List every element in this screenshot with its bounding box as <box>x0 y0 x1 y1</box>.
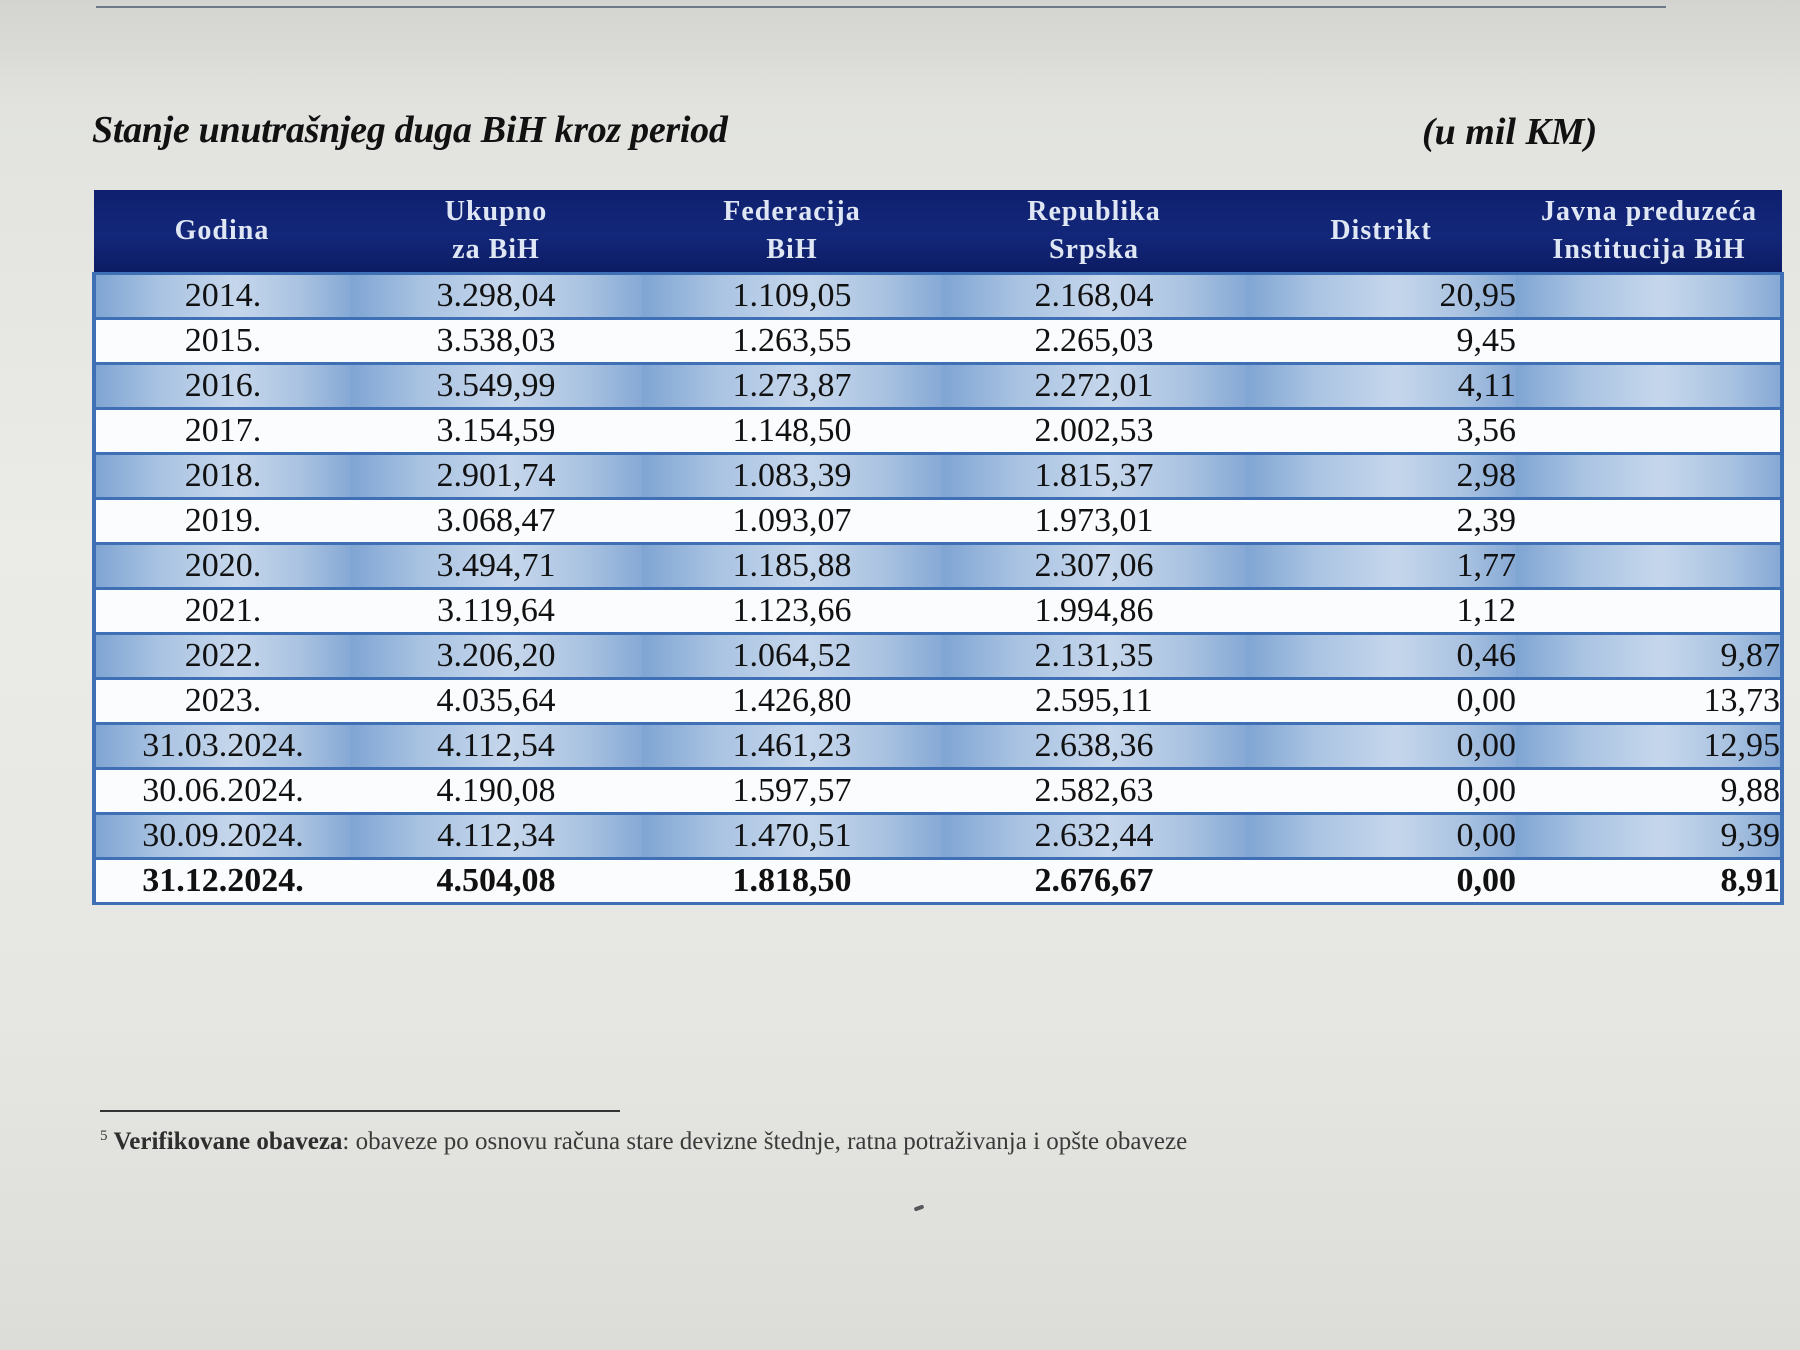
cell-federation: 1.123,66 <box>642 589 942 634</box>
cell-republika-srpska: 1.973,01 <box>942 499 1246 544</box>
cell-republika-srpska: 2.676,67 <box>942 859 1246 904</box>
cell-year: 2018. <box>94 454 350 499</box>
paper-speck <box>914 1204 925 1211</box>
table-row <box>94 319 1782 364</box>
table-row <box>94 634 1782 679</box>
cell-federation: 1.083,39 <box>642 454 942 499</box>
table-row <box>94 724 1782 769</box>
cell-federation: 1.818,50 <box>642 859 942 904</box>
cell-public-enterprises: 13,73 <box>1516 679 1782 724</box>
table-row <box>94 769 1782 814</box>
cell-federation: 1.426,80 <box>642 679 942 724</box>
cell-public-enterprises <box>1516 319 1782 364</box>
column-header-republika-srpska: Republika Srpska <box>942 190 1246 274</box>
footnote-text: : obaveze po osnovu računa stare devizne štednje, ratna potraživanja i opšte obaveze <box>342 1128 1188 1155</box>
cell-federation: 1.263,55 <box>642 319 942 364</box>
cell-public-enterprises <box>1516 589 1782 634</box>
cell-year: 2022. <box>94 634 350 679</box>
table-row-latest <box>94 859 1782 904</box>
cell-federation: 1.185,88 <box>642 544 942 589</box>
cell-year: 2019. <box>94 499 350 544</box>
cell-republika-srpska: 2.265,03 <box>942 319 1246 364</box>
cell-federation: 1.461,23 <box>642 724 942 769</box>
cell-republika-srpska: 2.002,53 <box>942 409 1246 454</box>
cell-republika-srpska: 2.272,01 <box>942 364 1246 409</box>
column-header-total: Ukupno za BiH <box>350 190 642 274</box>
cell-federation: 1.109,05 <box>642 274 942 319</box>
cell-public-enterprises <box>1516 544 1782 589</box>
cell-republika-srpska: 2.168,04 <box>942 274 1246 319</box>
cell-total: 2.901,74 <box>350 454 642 499</box>
table-header-row <box>94 190 1782 274</box>
cell-total: 3.494,71 <box>350 544 642 589</box>
cell-district: 1,77 <box>1246 544 1516 589</box>
cell-public-enterprises: 9,39 <box>1516 814 1782 859</box>
unit-label: (u mil KM) <box>1422 111 1598 153</box>
cell-total: 3.154,59 <box>350 409 642 454</box>
cell-republika-srpska: 2.595,11 <box>942 679 1246 724</box>
cell-total: 4.112,54 <box>350 724 642 769</box>
cell-federation: 1.064,52 <box>642 634 942 679</box>
cell-district: 20,95 <box>1246 274 1516 319</box>
table-row <box>94 544 1782 589</box>
table-row <box>94 409 1782 454</box>
cell-public-enterprises: 9,87 <box>1516 634 1782 679</box>
cell-year: 2023. <box>94 679 350 724</box>
cell-public-enterprises: 8,91 <box>1516 859 1782 904</box>
table-row <box>94 364 1782 409</box>
cell-district: 4,11 <box>1246 364 1516 409</box>
cell-year: 2017. <box>94 409 350 454</box>
cell-public-enterprises <box>1516 364 1782 409</box>
column-header-federation: Federacija BiH <box>642 190 942 274</box>
cell-district: 0,00 <box>1246 679 1516 724</box>
cell-republika-srpska: 2.638,36 <box>942 724 1246 769</box>
cell-district: 1,12 <box>1246 589 1516 634</box>
cell-total: 3.068,47 <box>350 499 642 544</box>
cell-total: 3.206,20 <box>350 634 642 679</box>
cell-federation: 1.093,07 <box>642 499 942 544</box>
cell-total: 3.538,03 <box>350 319 642 364</box>
cell-republika-srpska: 2.131,35 <box>942 634 1246 679</box>
cell-republika-srpska: 1.815,37 <box>942 454 1246 499</box>
cell-total: 4.190,08 <box>350 769 642 814</box>
cell-year: 30.06.2024. <box>94 769 350 814</box>
cell-republika-srpska: 1.994,86 <box>942 589 1246 634</box>
internal-debt-table <box>92 190 1784 905</box>
cell-public-enterprises: 12,95 <box>1516 724 1782 769</box>
footnote <box>100 1128 1187 1156</box>
cell-year: 31.03.2024. <box>94 724 350 769</box>
table-title: Stanje unutrašnjeg duga BiH kroz period <box>92 109 728 151</box>
cell-district: 3,56 <box>1246 409 1516 454</box>
cell-federation: 1.273,87 <box>642 364 942 409</box>
cell-public-enterprises: 9,88 <box>1516 769 1782 814</box>
cell-public-enterprises <box>1516 499 1782 544</box>
table-row <box>94 814 1782 859</box>
footnote-term: Verifikovane obaveza <box>113 1128 343 1155</box>
cell-total: 4.035,64 <box>350 679 642 724</box>
cell-district: 2,98 <box>1246 454 1516 499</box>
cell-republika-srpska: 2.632,44 <box>942 814 1246 859</box>
cell-year: 31.12.2024. <box>94 859 350 904</box>
cell-total: 4.112,34 <box>350 814 642 859</box>
cell-public-enterprises <box>1516 274 1782 319</box>
table-row <box>94 454 1782 499</box>
cell-public-enterprises <box>1516 409 1782 454</box>
cell-public-enterprises <box>1516 454 1782 499</box>
cell-total: 3.119,64 <box>350 589 642 634</box>
column-header-year: Godina <box>94 190 350 274</box>
cell-federation: 1.597,57 <box>642 769 942 814</box>
cell-year: 2015. <box>94 319 350 364</box>
cell-republika-srpska: 2.307,06 <box>942 544 1246 589</box>
column-header-district: Distrikt <box>1246 190 1516 274</box>
footnote-marker: 5 <box>100 1128 108 1144</box>
cell-year: 2014. <box>94 274 350 319</box>
cell-federation: 1.148,50 <box>642 409 942 454</box>
cell-total: 3.298,04 <box>350 274 642 319</box>
table-row <box>94 499 1782 544</box>
footnote-separator <box>100 1110 620 1112</box>
table-row <box>94 589 1782 634</box>
cell-federation: 1.470,51 <box>642 814 942 859</box>
cell-total: 4.504,08 <box>350 859 642 904</box>
cell-district: 0,46 <box>1246 634 1516 679</box>
column-header-public-enterprises: Javna preduzeća Institucija BiH <box>1516 190 1782 274</box>
cell-total: 3.549,99 <box>350 364 642 409</box>
cell-district: 0,00 <box>1246 859 1516 904</box>
cell-district: 0,00 <box>1246 814 1516 859</box>
cell-district: 2,39 <box>1246 499 1516 544</box>
top-border-line <box>96 0 1666 8</box>
cell-year: 2020. <box>94 544 350 589</box>
table-row <box>94 679 1782 724</box>
cell-year: 2021. <box>94 589 350 634</box>
cell-year: 2016. <box>94 364 350 409</box>
cell-district: 0,00 <box>1246 769 1516 814</box>
cell-republika-srpska: 2.582,63 <box>942 769 1246 814</box>
cell-district: 0,00 <box>1246 724 1516 769</box>
cell-year: 30.09.2024. <box>94 814 350 859</box>
table-row <box>94 274 1782 319</box>
cell-district: 9,45 <box>1246 319 1516 364</box>
